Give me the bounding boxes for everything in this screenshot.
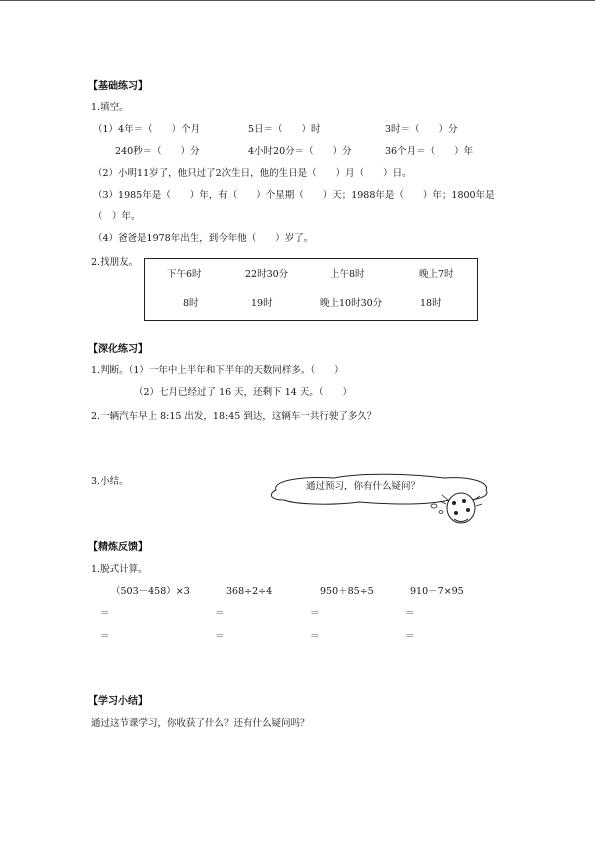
bus-travel-question: 2.一辆汽车早上 8:15 出发，18:45 到达，这辆车一共行驶了多久？: [91, 411, 377, 422]
bubble-text: 通过预习，你有什么疑问？: [306, 481, 421, 492]
match-bottom-item[interactable]: 8时: [183, 298, 199, 309]
thought-bubble: [264, 470, 494, 530]
calc-equals: ＝: [100, 608, 110, 619]
fill-father-age: （4）爸爸是1978年出生，到今年他（ ）岁了。: [93, 233, 314, 244]
summary-prompt: 3.小结。: [91, 476, 129, 487]
thought-bubble-shape: [264, 470, 494, 530]
calc-equals: ＝: [215, 608, 225, 619]
match-top-item[interactable]: 下午6时: [167, 269, 202, 280]
judge-1: 1.判断。（1）一年中上半年和下半年的天数同样多。（ ）: [91, 365, 344, 376]
calc-equals: ＝: [310, 631, 320, 642]
calc-expression: 910－7×95: [410, 586, 464, 597]
calc-expression: （503－458）×3: [111, 586, 190, 597]
fill-months-years: 36个月＝（ ）年: [385, 146, 474, 157]
match-bottom-item[interactable]: 18时: [420, 298, 442, 309]
calc-expression: 368÷2÷4: [226, 586, 273, 597]
fill-hours-minutes: 3时＝（ ）分: [385, 124, 458, 135]
calc-equals: ＝: [100, 631, 110, 642]
match-top-item[interactable]: 上午8时: [330, 269, 365, 280]
match-title: 2.找朋友。: [91, 257, 139, 268]
fill-days-hours: 5日＝（ ）时: [248, 124, 321, 135]
fill-years-months: （1）4年＝（ ）个月: [93, 124, 201, 135]
basic-q1-title: 1.填空。: [91, 102, 129, 113]
section-refine-heading: 【精炼反馈】: [88, 542, 148, 553]
match-top-item[interactable]: 晚上7时: [419, 269, 454, 280]
calc-equals: ＝: [215, 631, 225, 642]
calc-equals: ＝: [405, 608, 415, 619]
calc-expression: 950＋85÷5: [320, 586, 374, 597]
summary-text: 通过这节课学习，你收获了什么？还有什么疑问吗？: [91, 718, 310, 729]
match-bottom-item[interactable]: 19时: [251, 298, 273, 309]
fill-hours-to-minutes: 4小时20分＝（ ）分: [248, 146, 352, 157]
judge-2: （2）七月已经过了 16 天，还剩下 14 天。（ ）: [134, 387, 353, 398]
fill-leap-year-cont: （ ）年。: [93, 211, 141, 222]
calc-equals: ＝: [310, 608, 320, 619]
fill-birthday: （2）小明11岁了，他只过了2次生日，他的生日是（ ）月（ ）日。: [93, 168, 412, 179]
section-basic-heading: 【基础练习】: [88, 81, 148, 92]
fill-seconds-minutes: 240秒＝（ ）分: [115, 146, 200, 157]
match-top-item[interactable]: 22时30分: [245, 269, 289, 280]
calc-equals: ＝: [405, 631, 415, 642]
match-bottom-item[interactable]: 晚上10时30分: [320, 298, 383, 309]
page-top-rule: [0, 0, 595, 1]
calc-title: 1.脱式计算。: [91, 564, 148, 575]
match-box: [144, 258, 478, 321]
section-deepen-heading: 【深化练习】: [88, 344, 148, 355]
fill-leap-year: （3）1985年是（ ）年，有（ ）个星期（ ）天；1988年是（ ）年；1800年是: [93, 190, 495, 201]
section-summary-heading: 【学习小结】: [88, 696, 148, 707]
